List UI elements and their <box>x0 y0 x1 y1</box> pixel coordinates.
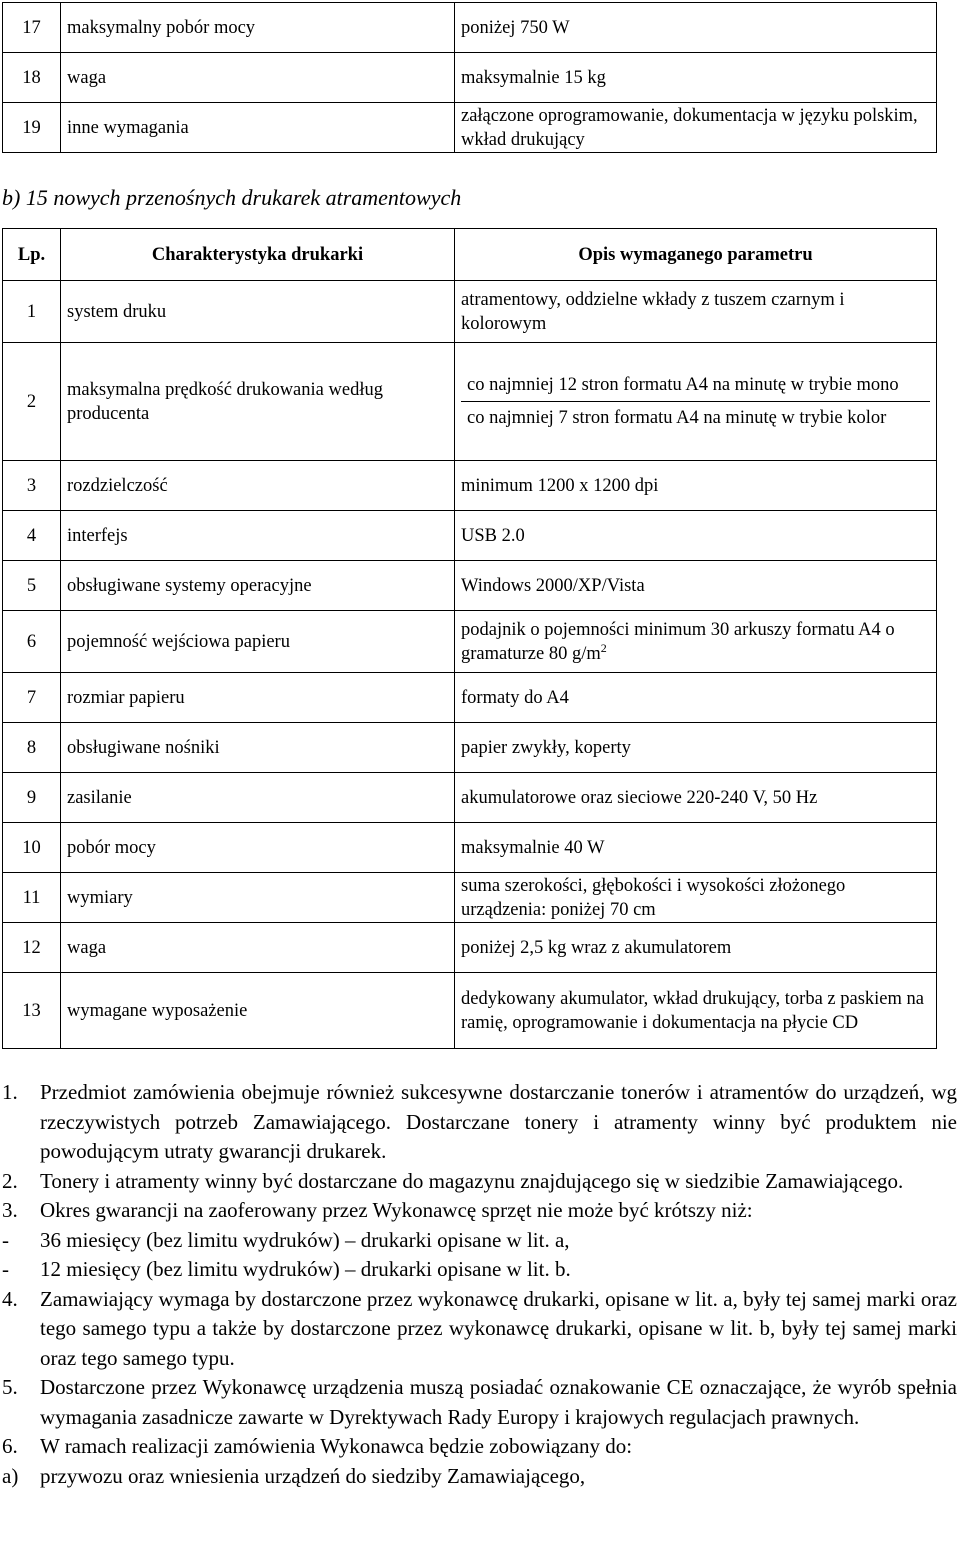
table-row <box>3 103 937 153</box>
note-text: Dostarczone przez Wykonawcę urządzenia muszą posiadać oznakowanie CE oznaczające, że wyrób spełnia wymagania zasadnicze zawarte w Dyrektywach Rady Europy i krajowych regulacjach prawnych. <box>40 1375 957 1429</box>
table-row <box>3 823 937 873</box>
parameter-name: pojemność wejściowa papieru <box>61 611 455 673</box>
dash-marker: - <box>2 1227 9 1252</box>
parameter-description: załączone oprogramowanie, dokumentacja w języku polskim, wkład drukujący <box>455 103 937 153</box>
subitem-text: 36 miesięcy (bez limitu wydruków) – drukarki opisane w lit. a, <box>40 1227 570 1252</box>
note-text: Zamawiający wymaga by dostarczone przez wykonawcę drukarki, opisane w lit. a, były tej samej marki oraz tego samego typu a także by dostarczone przez wykonawcę drukarki, opisane w lit. b, były tej samej marki oraz tego samego typu. <box>40 1286 957 1370</box>
parameter-name: rozmiar papieru <box>61 673 455 723</box>
table-row <box>3 723 937 773</box>
table-row <box>3 873 937 923</box>
note-item <box>2 1196 957 1226</box>
table-row <box>3 461 937 511</box>
dash-marker: - <box>2 1257 9 1281</box>
row-number: 1 <box>3 281 61 343</box>
parameter-description: maksymalnie 40 W <box>455 823 937 873</box>
row-number: 12 <box>3 923 61 973</box>
parameter-description: poniżej 2,5 kg wraz z akumulatorem <box>455 923 937 973</box>
table-row <box>3 343 937 461</box>
subitem-text: 12 miesięcy (bez limitu wydruków) – drukarki opisane w lit. b. <box>40 1257 571 1281</box>
note-number: 6. <box>2 1434 18 1458</box>
note-item <box>2 1432 957 1462</box>
section-heading: b) 15 nowych przenośnych drukarek atramentowych <box>2 185 462 210</box>
note-text: Przedmiot zamówienia obejmuje również sukcesywne dostarczanie tonerów i atramentów do urządzeń, wg rzeczywistych potrzeb Zamawiającego. Dostarczane tonery i atramenty winny być produktem nie powodującym utraty gwarancji drukarek. <box>40 1080 957 1163</box>
parameter-description: akumulatorowe oraz sieciowe 220-240 V, 50 Hz <box>455 773 937 823</box>
row-number: 5 <box>3 561 61 611</box>
parameter-name: system druku <box>61 281 455 343</box>
row-number: 4 <box>3 511 61 561</box>
parameter-description: USB 2.0 <box>455 511 937 561</box>
row-number: 10 <box>3 823 61 873</box>
note-subitem <box>2 1226 957 1256</box>
table-row <box>3 923 937 973</box>
parameter-name: zasilanie <box>61 773 455 823</box>
parameter-description: poniżej 750 W <box>455 3 937 53</box>
parameter-description <box>455 343 937 461</box>
parameter-name: waga <box>61 53 455 103</box>
parameter-name: pobór mocy <box>61 823 455 873</box>
note-subitem <box>2 1255 957 1285</box>
description-text: podajnik o pojemności minimum 30 arkuszy formatu A4 o gramaturze 80 g/m <box>461 619 895 664</box>
parameter-name: obsługiwane nośniki <box>61 723 455 773</box>
note-subitem <box>2 1462 957 1492</box>
note-item <box>2 1167 957 1197</box>
note-number: 3. <box>2 1198 18 1222</box>
table-row <box>3 973 937 1049</box>
row-number: 2 <box>3 343 61 461</box>
row-number: 8 <box>3 723 61 773</box>
column-header-characteristic: Charakterystyka drukarki <box>61 229 455 281</box>
table-row <box>3 511 937 561</box>
parameter-description: atramentowy, oddzielne wkłady z tuszem czarnym i kolorowym <box>455 281 937 343</box>
parameter-description: maksymalnie 15 kg <box>455 53 937 103</box>
description-mono: co najmniej 12 stron formatu A4 na minutę w trybie mono <box>467 375 899 395</box>
note-item <box>2 1285 957 1374</box>
table-row <box>3 53 937 103</box>
row-number: 13 <box>3 973 61 1049</box>
note-number: 2. <box>2 1168 18 1193</box>
note-text: Okres gwarancji na zaoferowany przez Wykonawcę sprzęt nie może być krótszy niż: <box>40 1198 753 1222</box>
table-row <box>3 3 937 53</box>
note-number: 5. <box>2 1375 18 1399</box>
note-number: 4. <box>2 1286 18 1311</box>
parameter-name: obsługiwane systemy operacyjne <box>61 561 455 611</box>
parameter-description: dedykowany akumulator, wkład drukujący, torba z paskiem na ramię, oprogramowanie i dokumentacja na płycie CD <box>455 973 937 1049</box>
parameter-name: maksymalny pobór mocy <box>61 3 455 53</box>
row-number: 9 <box>3 773 61 823</box>
parameter-name: maksymalna prędkość drukowania według producenta <box>61 343 455 461</box>
subitem-text: przywozu oraz wniesienia urządzeń do siedziby Zamawiającego, <box>40 1463 586 1488</box>
parameter-name: wymiary <box>61 873 455 923</box>
table-row <box>3 611 937 673</box>
parameter-name: inne wymagania <box>61 103 455 153</box>
parameter-description <box>455 611 937 673</box>
row-number: 17 <box>3 3 61 53</box>
spec-table-b <box>2 228 937 1049</box>
note-item <box>2 1078 957 1167</box>
table-header-row <box>3 229 937 281</box>
parameter-description: Windows 2000/XP/Vista <box>455 561 937 611</box>
parameter-name: interfejs <box>61 511 455 561</box>
table-row <box>3 561 937 611</box>
parameter-description: minimum 1200 x 1200 dpi <box>455 461 937 511</box>
parameter-description: suma szerokości, głębokości i wysokości złożonego urządzenia: poniżej 70 cm <box>455 873 937 923</box>
parameter-name: wymagane wyposażenie <box>61 973 455 1049</box>
row-number: 19 <box>3 103 61 153</box>
note-text: Tonery i atramenty winny być dostarczane do magazynu znajdującego się w siedzibie Zamawiającego. <box>40 1168 904 1193</box>
letter-marker: a) <box>2 1463 19 1488</box>
row-number: 3 <box>3 461 61 511</box>
parameter-name: waga <box>61 923 455 973</box>
description-color: co najmniej 7 stron formatu A4 na minutę w trybie kolor <box>461 401 930 434</box>
notes-list <box>2 1078 957 1491</box>
note-number: 1. <box>2 1080 18 1104</box>
row-number: 11 <box>3 873 61 923</box>
spec-table-a <box>2 2 937 153</box>
table-row <box>3 773 937 823</box>
parameter-name: rozdzielczość <box>61 461 455 511</box>
row-number: 7 <box>3 673 61 723</box>
column-header-lp: Lp. <box>3 229 61 281</box>
row-number: 6 <box>3 611 61 673</box>
row-number: 18 <box>3 53 61 103</box>
parameter-description: papier zwykły, koperty <box>455 723 937 773</box>
note-item <box>2 1373 957 1432</box>
note-text: W ramach realizacji zamówienia Wykonawca będzie zobowiązany do: <box>40 1434 633 1458</box>
parameter-description: formaty do A4 <box>455 673 937 723</box>
table-row <box>3 281 937 343</box>
superscript: 2 <box>600 640 607 655</box>
table-row <box>3 673 937 723</box>
column-header-description: Opis wymaganego parametru <box>455 229 937 281</box>
